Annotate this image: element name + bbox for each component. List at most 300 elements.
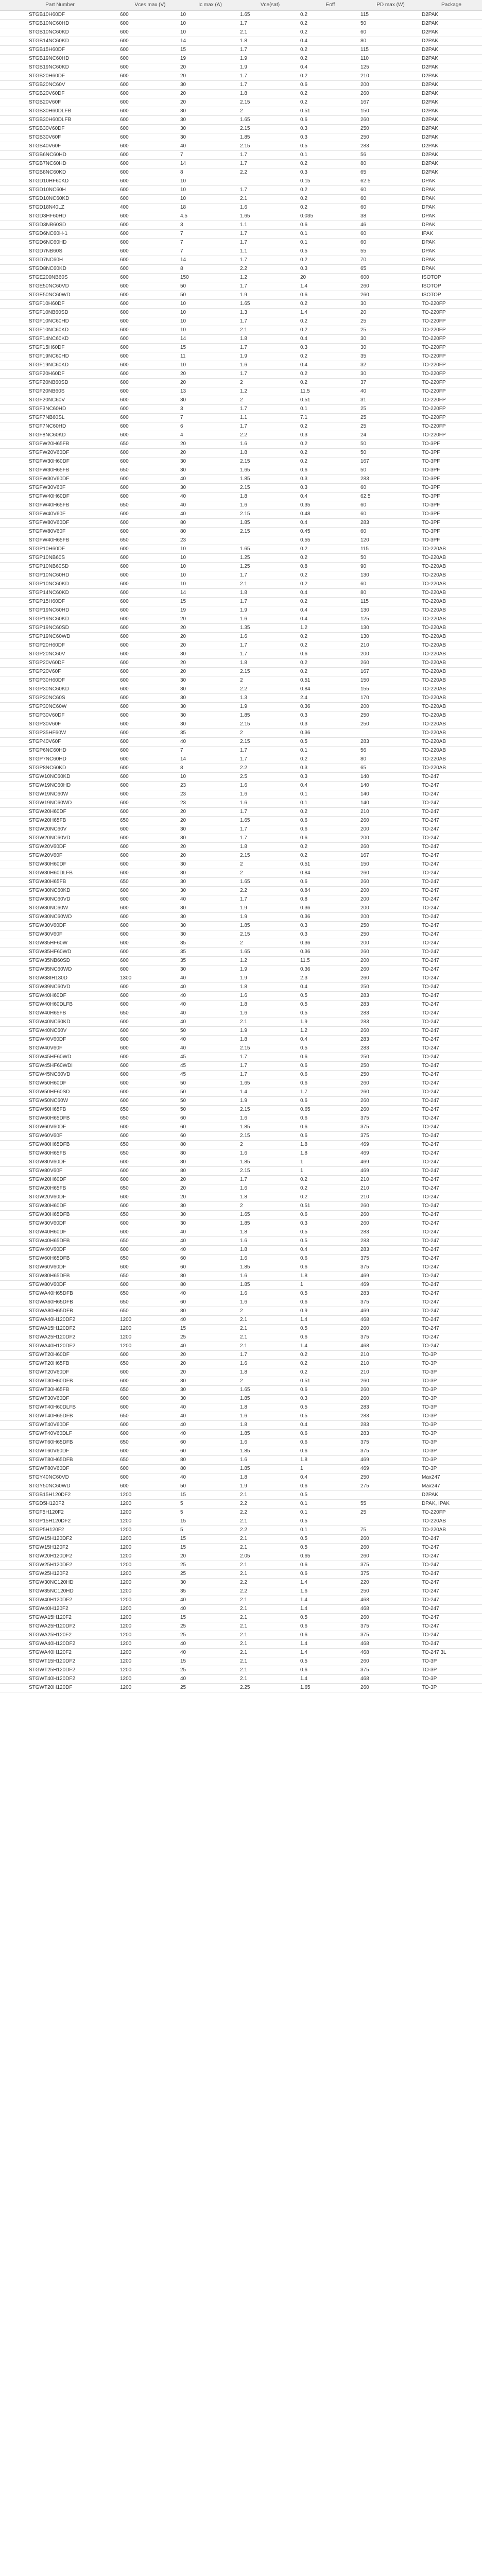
cell-part-number[interactable]: STGWT30H65FB xyxy=(0,1386,120,1395)
cell-part-number[interactable]: STGW40V60DF xyxy=(0,1246,120,1255)
cell-package: TO-247 xyxy=(421,1132,482,1141)
cell-pd-max: 375 xyxy=(360,1132,421,1141)
cell-ic-max: 50 xyxy=(180,291,240,300)
cell-vces-max: 600 xyxy=(120,422,180,431)
cell-ic-max: 40 xyxy=(180,1009,240,1018)
cell-vces-max: 600 xyxy=(120,983,180,992)
cell-part-number[interactable]: STGP8NC60KD xyxy=(0,764,120,773)
cell-part-number[interactable]: STGB30H60DLFB xyxy=(0,116,120,125)
cell-part-number[interactable]: STGB19NC60KD xyxy=(0,63,120,72)
cell-vce-sat: 2.1 xyxy=(240,1517,300,1526)
cell-part-number[interactable]: STGP20V60F xyxy=(0,668,120,676)
cell-part-number[interactable]: STGP30H60DF xyxy=(0,676,120,685)
cell-ic-max: 14 xyxy=(180,37,240,46)
cell-vce-sat: 1.9 xyxy=(240,291,300,300)
cell-part-number[interactable]: STGW20V60DF xyxy=(0,1193,120,1202)
cell-part-number[interactable]: STGB7NC60HD xyxy=(0,160,120,168)
cell-part-number[interactable]: STGP30NC60S xyxy=(0,694,120,703)
cell-part-number[interactable]: STGW30NC120HD xyxy=(0,1579,120,1587)
cell-part-number[interactable]: STGW40H120DF2 xyxy=(0,1596,120,1605)
table-row xyxy=(0,81,482,90)
table-row xyxy=(0,387,482,396)
cell-part-number[interactable]: STGB15H120DF2 xyxy=(0,1491,120,1500)
cell-part-number[interactable]: STGW20H65FB xyxy=(0,817,120,825)
table-row xyxy=(0,1614,482,1622)
cell-part-number[interactable]: STGP10H60DF xyxy=(0,545,120,554)
cell-part-number[interactable]: STGP19NC60SD xyxy=(0,624,120,633)
cell-part-number[interactable]: STGD3HF60HD xyxy=(0,212,120,221)
cell-part-number[interactable]: STGW30V60DF xyxy=(0,922,120,930)
cell-part-number[interactable]: STGFW30H65FB xyxy=(0,466,120,475)
cell-pd-max: 55 xyxy=(360,247,421,256)
cell-vces-max: 1200 xyxy=(120,1622,180,1631)
cell-eoff: 0.2 xyxy=(300,11,360,20)
cell-part-number[interactable]: STGF7NC60HD xyxy=(0,422,120,431)
cell-vce-sat: 2.1 xyxy=(240,1570,300,1579)
cell-vce-sat: 1.8 xyxy=(240,1473,300,1482)
cell-ic-max: 10 xyxy=(180,300,240,309)
cell-part-number[interactable]: STGFW40H60DF xyxy=(0,493,120,501)
cell-pd-max: 200 xyxy=(360,904,421,913)
cell-vces-max: 650 xyxy=(120,1184,180,1193)
cell-part-number[interactable]: STGB8NC60KD xyxy=(0,168,120,177)
cell-part-number[interactable]: STGW60H65DFB xyxy=(0,1114,120,1123)
cell-part-number[interactable]: STGW38IH130D xyxy=(0,974,120,983)
table-row xyxy=(0,352,482,361)
table-row xyxy=(0,571,482,580)
cell-package: D2PAK xyxy=(421,168,482,177)
cell-part-number[interactable]: STGW80H65DFB xyxy=(0,1141,120,1149)
cell-package: TO-247 xyxy=(421,1176,482,1184)
cell-part-number[interactable]: STGW40H60DF xyxy=(0,992,120,1001)
cell-part-number[interactable]: STGB14NC60KD xyxy=(0,37,120,46)
cell-eoff: 0.035 xyxy=(300,212,360,221)
cell-part-number[interactable]: STGF8NC60KD xyxy=(0,431,120,440)
table-row xyxy=(0,344,482,352)
cell-vce-sat: 1.65 xyxy=(240,1211,300,1219)
cell-part-number[interactable]: STGWA15H120F2 xyxy=(0,1614,120,1622)
cell-part-number[interactable]: STGB6NC60HD xyxy=(0,151,120,160)
cell-part-number[interactable]: STGP10NB60SD xyxy=(0,563,120,571)
cell-part-number[interactable]: STGW40NC60V xyxy=(0,1027,120,1036)
cell-part-number[interactable]: STGW30V60F xyxy=(0,930,120,939)
cell-part-number[interactable]: STGW40H60DLFB xyxy=(0,1001,120,1009)
cell-package: TO-220AB xyxy=(421,755,482,764)
cell-part-number[interactable]: STGB15H60DF xyxy=(0,46,120,55)
cell-eoff: 0.6 xyxy=(300,817,360,825)
table-row xyxy=(0,1184,482,1193)
cell-part-number[interactable]: STGP20H60DF xyxy=(0,641,120,650)
cell-part-number[interactable]: STGW40V60F xyxy=(0,1044,120,1053)
cell-pd-max: 90 xyxy=(360,563,421,571)
cell-vces-max: 600 xyxy=(120,151,180,160)
cell-part-number[interactable]: STGW35HF60WD xyxy=(0,948,120,957)
cell-part-number[interactable]: STGF10NB60SD xyxy=(0,309,120,317)
cell-vce-sat: 2.1 xyxy=(240,1631,300,1640)
cell-ic-max: 25 xyxy=(180,1684,240,1692)
cell-vce-sat: 1.6 xyxy=(240,1184,300,1193)
cell-part-number[interactable]: STGW50H65FB xyxy=(0,1106,120,1114)
cell-part-number[interactable]: STGP10NB60S xyxy=(0,554,120,563)
cell-eoff: 1.8 xyxy=(300,1456,360,1465)
cell-part-number[interactable]: STGW35NB60SD xyxy=(0,957,120,965)
cell-part-number[interactable]: STGF15H60DF xyxy=(0,344,120,352)
cell-part-number[interactable]: STGE50NC60VD xyxy=(0,282,120,291)
cell-part-number[interactable]: STGFW80V60F xyxy=(0,528,120,536)
cell-part-number[interactable]: STGWA40H120DF2 xyxy=(0,1342,120,1351)
cell-part-number[interactable]: STGE200NB60S xyxy=(0,274,120,282)
cell-vces-max: 1200 xyxy=(120,1657,180,1666)
cell-part-number[interactable]: STGB10NC60HD xyxy=(0,20,120,28)
table-row xyxy=(0,1509,482,1517)
cell-part-number[interactable]: STGB19NC60HD xyxy=(0,55,120,63)
cell-part-number[interactable]: STGW19NC60HD xyxy=(0,782,120,790)
cell-eoff: 0.1 xyxy=(300,239,360,247)
cell-part-number[interactable]: STGWT40H60DLFB xyxy=(0,1403,120,1412)
cell-part-number[interactable]: STGWA80H65DFB xyxy=(0,1307,120,1316)
cell-package: TO-247 xyxy=(421,1228,482,1237)
cell-part-number[interactable]: STGWA25H120DF2 xyxy=(0,1622,120,1631)
cell-part-number[interactable]: STGD7NB60S xyxy=(0,247,120,256)
cell-part-number[interactable]: STGF10NC60KD xyxy=(0,326,120,335)
cell-part-number[interactable]: STGFW20V60DF xyxy=(0,449,120,457)
cell-part-number[interactable]: STGWT30H60DFB xyxy=(0,1377,120,1386)
cell-part-number[interactable]: STGW60H65DFB xyxy=(0,1255,120,1263)
cell-vces-max: 600 xyxy=(120,1176,180,1184)
cell-part-number[interactable]: STGF5H120F2 xyxy=(0,1509,120,1517)
cell-part-number[interactable]: STGW45HF60WDI xyxy=(0,1062,120,1071)
cell-part-number[interactable]: STGP30NC60KD xyxy=(0,685,120,694)
cell-part-number[interactable]: STGD6NC60HD xyxy=(0,239,120,247)
cell-part-number[interactable]: STGW80H65DFB xyxy=(0,1272,120,1281)
cell-vce-sat: 2.15 xyxy=(240,852,300,860)
cell-pd-max: 283 xyxy=(360,1237,421,1246)
cell-part-number[interactable]: STGD10HF60KD xyxy=(0,177,120,186)
cell-part-number[interactable]: STGB10H60DF xyxy=(0,11,120,20)
cell-part-number[interactable]: STGP14NC60KD xyxy=(0,589,120,598)
cell-part-number[interactable]: STGFW40V60F xyxy=(0,510,120,519)
cell-part-number[interactable]: STGW30H65FB xyxy=(0,878,120,887)
cell-part-number[interactable]: STGB10NC60KD xyxy=(0,28,120,37)
cell-vces-max: 600 xyxy=(120,1447,180,1456)
cell-part-number[interactable]: STGD10NC60KD xyxy=(0,195,120,204)
cell-part-number[interactable]: STGW10NC60KD xyxy=(0,773,120,782)
cell-part-number[interactable]: STGB30H60DLFB xyxy=(0,107,120,116)
table-row xyxy=(0,422,482,431)
cell-part-number[interactable]: STGW19NC60W xyxy=(0,790,120,799)
header-vces-max[interactable]: Vces max (V) xyxy=(120,0,180,11)
cell-vces-max: 1200 xyxy=(120,1333,180,1342)
cell-part-number[interactable]: STGW39NC60VD xyxy=(0,983,120,992)
cell-part-number[interactable]: STGF20NB60S xyxy=(0,387,120,396)
cell-part-number[interactable]: STGW80H65FB xyxy=(0,1149,120,1158)
cell-part-number[interactable]: STGB30V60DF xyxy=(0,125,120,133)
cell-part-number[interactable]: STGF20H60DF xyxy=(0,370,120,379)
cell-eoff: 0.6 xyxy=(300,650,360,659)
cell-pd-max: 25 xyxy=(360,414,421,422)
cell-vces-max: 1200 xyxy=(120,1552,180,1561)
cell-part-number[interactable]: STGW30NC60KD xyxy=(0,887,120,895)
cell-part-number[interactable]: STGW20H60DF xyxy=(0,808,120,817)
cell-part-number[interactable]: STGD6NC60H-1 xyxy=(0,230,120,239)
cell-eoff: 0.6 xyxy=(300,1071,360,1079)
cell-part-number[interactable]: STGWT40H65DFB xyxy=(0,1412,120,1421)
header-vce-sat[interactable]: Vce(sat) xyxy=(240,0,300,11)
cell-part-number[interactable]: STGWT80V60DF xyxy=(0,1465,120,1473)
cell-part-number[interactable]: STGFW30V60DF xyxy=(0,475,120,484)
cell-vces-max: 650 xyxy=(120,1237,180,1246)
cell-package: D2PAK xyxy=(421,63,482,72)
cell-part-number[interactable]: STGW25H120DF2 xyxy=(0,1561,120,1570)
cell-part-number[interactable]: STGW20V60F xyxy=(0,852,120,860)
cell-vce-sat: 1.7 xyxy=(240,72,300,81)
cell-part-number[interactable]: STGW30V60DF xyxy=(0,1219,120,1228)
cell-ic-max: 40 xyxy=(180,475,240,484)
cell-part-number[interactable]: STGP7NC60HD xyxy=(0,755,120,764)
cell-eoff: 0.51 xyxy=(300,396,360,405)
cell-part-number[interactable]: STGP30V60DF xyxy=(0,711,120,720)
cell-eoff: 0.51 xyxy=(300,1202,360,1211)
cell-part-number[interactable]: STGWA15H120DF2 xyxy=(0,1325,120,1333)
cell-part-number[interactable]: STGW50HF60SD xyxy=(0,1088,120,1097)
cell-part-number[interactable]: STGW45NC60VD xyxy=(0,1071,120,1079)
cell-part-number[interactable]: STGW15H120DF2 xyxy=(0,1535,120,1544)
cell-part-number[interactable]: STGW30H60DF xyxy=(0,1202,120,1211)
cell-part-number[interactable]: STGWT20V60DF xyxy=(0,1368,120,1377)
cell-vces-max: 600 xyxy=(120,457,180,466)
cell-part-number[interactable]: STGW20H65FB xyxy=(0,1184,120,1193)
cell-vce-sat: 1.8 xyxy=(240,659,300,668)
cell-part-number[interactable]: STGF7NB60SL xyxy=(0,414,120,422)
cell-part-number[interactable]: STGW20NC60VD xyxy=(0,834,120,843)
cell-part-number[interactable]: STGW60V60F xyxy=(0,1132,120,1141)
cell-ic-max: 14 xyxy=(180,755,240,764)
cell-part-number[interactable]: STGF3NC60HD xyxy=(0,405,120,414)
cell-part-number[interactable]: STGWT20H120DF xyxy=(0,1684,120,1692)
cell-part-number[interactable]: STGB20V60DF xyxy=(0,90,120,98)
cell-part-number[interactable]: STGWA40H120DF2 xyxy=(0,1316,120,1325)
cell-part-number[interactable]: STGFW80V60DF xyxy=(0,519,120,528)
cell-part-number[interactable]: STGW30H65DFB xyxy=(0,1211,120,1219)
cell-pd-max: 60 xyxy=(360,501,421,510)
cell-vces-max: 600 xyxy=(120,510,180,519)
cell-part-number[interactable]: STGW80V60DF xyxy=(0,1281,120,1290)
cell-vces-max: 600 xyxy=(120,1246,180,1255)
cell-part-number[interactable]: STGP19NC60WD xyxy=(0,633,120,641)
cell-package: TO-247 xyxy=(421,1579,482,1587)
cell-eoff: 0.6 xyxy=(300,1631,360,1640)
cell-part-number[interactable]: STGW40H60DF xyxy=(0,1228,120,1237)
cell-part-number[interactable]: STGW50H60DF xyxy=(0,1079,120,1088)
cell-part-number[interactable]: STGWT60V60DF xyxy=(0,1447,120,1456)
cell-ic-max: 20 xyxy=(180,72,240,81)
cell-pd-max: 60 xyxy=(360,195,421,204)
cell-vce-sat: 1.7 xyxy=(240,1351,300,1360)
cell-pd-max: 283 xyxy=(360,1001,421,1009)
cell-vces-max: 600 xyxy=(120,300,180,309)
header-eoff[interactable]: Eoff xyxy=(300,0,360,11)
cell-part-number[interactable]: STGP10NC60KD xyxy=(0,580,120,589)
cell-part-number[interactable]: STGY40NC60VD xyxy=(0,1473,120,1482)
cell-part-number[interactable]: STGFW40H65FB xyxy=(0,501,120,510)
cell-part-number[interactable]: STGP19NC60KD xyxy=(0,615,120,624)
cell-package: TO-247 xyxy=(421,799,482,808)
cell-ic-max: 20 xyxy=(180,449,240,457)
header-part-number[interactable]: Part Number xyxy=(0,0,120,11)
cell-part-number[interactable]: STGP5H120F2 xyxy=(0,1526,120,1535)
cell-ic-max: 30 xyxy=(180,711,240,720)
cell-part-number[interactable]: STGD18N40LZ xyxy=(0,204,120,212)
cell-pd-max: 60 xyxy=(360,239,421,247)
cell-part-number[interactable]: STGW40H65DFB xyxy=(0,1237,120,1246)
cell-part-number[interactable]: STGD3NB60SD xyxy=(0,221,120,230)
cell-part-number[interactable]: STGP19NC60HD xyxy=(0,606,120,615)
cell-part-number[interactable]: STGF10H60DF xyxy=(0,300,120,309)
cell-vce-sat: 2.1 xyxy=(240,1018,300,1027)
cell-part-number[interactable]: STGW80V60DF xyxy=(0,1158,120,1167)
cell-part-number[interactable]: STGP20V60DF xyxy=(0,659,120,668)
cell-part-number[interactable]: STGP10NC60HD xyxy=(0,571,120,580)
cell-package: TO-247 xyxy=(421,1009,482,1018)
cell-part-number[interactable]: STGF14NC60KD xyxy=(0,335,120,344)
cell-part-number[interactable]: STGWA25H120DF2 xyxy=(0,1333,120,1342)
cell-part-number[interactable]: STGW30NC60W xyxy=(0,904,120,913)
cell-part-number[interactable]: STGFW30V60F xyxy=(0,484,120,493)
cell-vce-sat: 1.6 xyxy=(240,790,300,799)
cell-part-number[interactable]: STGW30NC60VD xyxy=(0,895,120,904)
cell-part-number[interactable]: STGWA40H120DF2 xyxy=(0,1640,120,1649)
cell-part-number[interactable]: STGWT40V60DF xyxy=(0,1421,120,1430)
cell-part-number[interactable]: STGB20H60DF xyxy=(0,72,120,81)
cell-part-number[interactable]: STGFW30H60DF xyxy=(0,457,120,466)
cell-vces-max: 600 xyxy=(120,387,180,396)
cell-pd-max: 260 xyxy=(360,116,421,125)
cell-part-number[interactable]: STGWT80H65DFB xyxy=(0,1456,120,1465)
cell-eoff: 0.5 xyxy=(300,1403,360,1412)
table-row xyxy=(0,493,482,501)
cell-part-number[interactable]: STGWA60H65DFB xyxy=(0,1298,120,1307)
table-row xyxy=(0,1158,482,1167)
cell-part-number[interactable]: STGP6NC60HD xyxy=(0,747,120,755)
cell-part-number[interactable]: STGP30V60F xyxy=(0,720,120,729)
cell-part-number[interactable]: STGB20V60F xyxy=(0,98,120,107)
cell-eoff: 0.2 xyxy=(300,571,360,580)
cell-ic-max: 8 xyxy=(180,168,240,177)
cell-part-number[interactable]: STGW80V60F xyxy=(0,1167,120,1176)
cell-eoff: 2.3 xyxy=(300,974,360,983)
cell-part-number[interactable]: STGWA25H120F2 xyxy=(0,1631,120,1640)
cell-vces-max: 600 xyxy=(120,230,180,239)
cell-part-number[interactable]: STGWT15H120DF2 xyxy=(0,1657,120,1666)
cell-part-number[interactable]: STGW40V60DF xyxy=(0,1036,120,1044)
cell-part-number[interactable]: STGW35NC120HD xyxy=(0,1587,120,1596)
cell-ic-max: 30 xyxy=(180,457,240,466)
cell-part-number[interactable]: STGB40V60F xyxy=(0,142,120,151)
cell-part-number[interactable]: STGWT30V60DF xyxy=(0,1395,120,1403)
cell-part-number[interactable]: STGP15H60DF xyxy=(0,598,120,606)
cell-package: TO-247 xyxy=(421,860,482,869)
cell-part-number[interactable]: STGW30H60DF xyxy=(0,860,120,869)
header-ic-max[interactable]: Ic max (A) xyxy=(180,0,240,11)
cell-part-number[interactable]: STGW30H60DLFB xyxy=(0,869,120,878)
cell-vce-sat: 1.85 xyxy=(240,711,300,720)
cell-part-number[interactable]: STGWT40V60DLF xyxy=(0,1430,120,1438)
cell-part-number[interactable]: STGF19NC60HD xyxy=(0,352,120,361)
cell-part-number[interactable]: STGW60V60DF xyxy=(0,1123,120,1132)
cell-pd-max: 210 xyxy=(360,1193,421,1202)
cell-part-number[interactable]: STGW35NC60WD xyxy=(0,965,120,974)
cell-part-number[interactable]: STGF20NB60SD xyxy=(0,379,120,387)
cell-pd-max: 200 xyxy=(360,825,421,834)
cell-part-number[interactable]: STGW35HF60W xyxy=(0,939,120,948)
cell-part-number[interactable]: STGFW20H65FB xyxy=(0,440,120,449)
table-row xyxy=(0,361,482,370)
cell-part-number[interactable]: STGW40H120F2 xyxy=(0,1605,120,1614)
cell-part-number[interactable]: STGE50NC60WD xyxy=(0,291,120,300)
cell-part-number[interactable]: STGWT20H60DF xyxy=(0,1351,120,1360)
cell-eoff: 1 xyxy=(300,1167,360,1176)
cell-part-number[interactable]: STGP30NC60W xyxy=(0,703,120,711)
cell-part-number[interactable]: STGB30V60F xyxy=(0,133,120,142)
cell-vces-max: 600 xyxy=(120,309,180,317)
cell-pd-max: 260 xyxy=(360,1202,421,1211)
cell-part-number[interactable]: STGW20NC60V xyxy=(0,825,120,834)
cell-part-number[interactable]: STGW45HF60WD xyxy=(0,1053,120,1062)
cell-package: TO-3P xyxy=(421,1403,482,1412)
cell-part-number[interactable]: STGWT25H120DF2 xyxy=(0,1666,120,1675)
cell-part-number[interactable]: STGW60V60DF xyxy=(0,1263,120,1272)
cell-part-number[interactable]: STGW40H65FB xyxy=(0,1009,120,1018)
header-pd-max[interactable]: PD max (W) xyxy=(360,0,421,11)
cell-eoff: 1.4 xyxy=(300,1675,360,1684)
cell-part-number[interactable]: STGWT60H65DFB xyxy=(0,1438,120,1447)
cell-part-number[interactable]: STGFW40H65FB xyxy=(0,536,120,545)
cell-package: TO-3PF xyxy=(421,457,482,466)
cell-part-number[interactable]: STGD7NC60H xyxy=(0,256,120,265)
table-row xyxy=(0,204,482,212)
cell-part-number[interactable]: STGP40V60F xyxy=(0,738,120,747)
cell-part-number[interactable]: STGP15H120DF2 xyxy=(0,1517,120,1526)
cell-part-number[interactable]: STGY50NC60WD xyxy=(0,1482,120,1491)
cell-part-number[interactable]: STGD5H120F2 xyxy=(0,1500,120,1509)
header-package[interactable]: Package xyxy=(421,0,482,11)
cell-part-number[interactable]: STGW20H120DF2 xyxy=(0,1552,120,1561)
cell-part-number[interactable]: STGW20H60DF xyxy=(0,1176,120,1184)
cell-part-number[interactable]: STGWA40H120F2 xyxy=(0,1649,120,1657)
cell-part-number[interactable]: STGW40NC60KD xyxy=(0,1018,120,1027)
cell-part-number[interactable]: STGW30NC60WD xyxy=(0,913,120,922)
cell-part-number[interactable]: STGF10NC60HD xyxy=(0,317,120,326)
cell-part-number[interactable]: STGWA40H65DFB xyxy=(0,1290,120,1298)
cell-part-number[interactable]: STGWT20H65FB xyxy=(0,1360,120,1368)
cell-part-number[interactable]: STGW19NC60WD xyxy=(0,799,120,808)
cell-part-number[interactable]: STGW50NC60W xyxy=(0,1097,120,1106)
cell-part-number[interactable]: STGD10NC60H xyxy=(0,186,120,195)
cell-package: TO-247 xyxy=(421,913,482,922)
cell-part-number[interactable]: STGP20NC60V xyxy=(0,650,120,659)
cell-part-number[interactable]: STGW25H120F2 xyxy=(0,1570,120,1579)
cell-part-number[interactable]: STGW15H120F2 xyxy=(0,1544,120,1552)
cell-part-number[interactable]: STGF20NC60V xyxy=(0,396,120,405)
cell-vces-max: 650 xyxy=(120,1456,180,1465)
cell-part-number[interactable]: STGB20NC60V xyxy=(0,81,120,90)
cell-part-number[interactable]: STGF19NC60KD xyxy=(0,361,120,370)
cell-vces-max: 600 xyxy=(120,1430,180,1438)
cell-part-number[interactable]: STGWT40H120DF2 xyxy=(0,1675,120,1684)
cell-part-number[interactable]: STGW20V60DF xyxy=(0,843,120,852)
cell-part-number[interactable]: STGD8NC60KD xyxy=(0,265,120,274)
cell-part-number[interactable]: STGP35HF60W xyxy=(0,729,120,738)
